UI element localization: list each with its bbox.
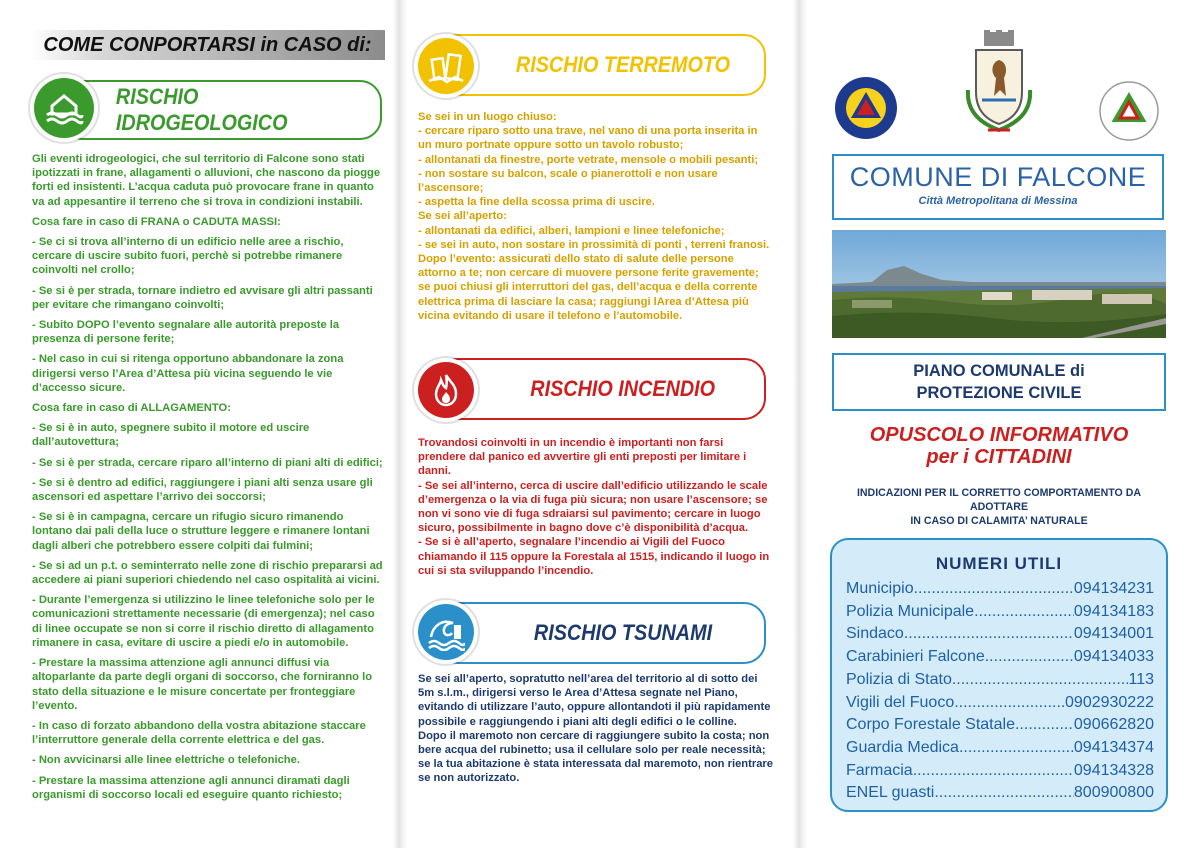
phone-number[interactable]: 094134001 <box>1073 625 1154 643</box>
numbers-list <box>832 578 1166 805</box>
number-label: Municipio <box>846 580 914 597</box>
earthquake-line: - aspetta la fine della scossa prima di uscire. <box>418 196 655 209</box>
tsunami-text <box>418 672 774 786</box>
booklet-line2: per i CITTADINI <box>926 446 1072 468</box>
phone-number[interactable]: 800900800 <box>1073 784 1154 802</box>
booklet-line1: OPUSCOLO INFORMATIVO <box>869 424 1129 446</box>
dot-leader <box>914 578 1074 601</box>
title-tsunami: RISCHIO TSUNAMI <box>533 620 713 645</box>
dot-leader <box>913 760 1074 783</box>
title-box-hydro <box>60 80 382 140</box>
title-box-tsunami <box>436 602 766 664</box>
booklet-title <box>832 424 1166 468</box>
hydro-paragraph: - Se si è in auto, spegnere subito il motore ed uscire dall’autovettura; <box>32 422 310 449</box>
earthquake-line: - cercare riparo sotto una trave, nel vano di una porta inserita in un muro portnate oppure sotto un tavolo robusto; <box>418 125 758 152</box>
phone-number[interactable]: 090662820 <box>1073 716 1154 734</box>
town-crest-logo <box>962 30 1036 145</box>
hydro-paragraph: - Se si è in campagna, cercare un rifugio sicuro rimanendo lontano dai pali della luce o strutture leggere e rimanere lontani dagli alberi che potrebbero essere colpiti dai fulmini; <box>32 511 370 552</box>
national-protection-logo <box>1098 80 1160 147</box>
plan-line1: PIANO COMUNALE di <box>913 362 1085 380</box>
hydro-paragraph: Cosa fare in caso di ALLAGAMENTO: <box>32 402 231 415</box>
hydro-paragraph: - Prestare la massima attenzione agli annunci diffusi via altoparlante da parte degli organi di soccorso, che forniranno lo stato della situazione e le misure concertate per fronteggiare l’evento. <box>32 657 373 712</box>
title-hydro: RISCHIO IDROGEOLOGICO <box>115 84 288 135</box>
dot-leader <box>1015 714 1074 737</box>
number-label: Polizia di Stato <box>846 670 952 688</box>
banner <box>30 30 385 60</box>
fire-line: - Se sei all’interno, cerca di uscire dall’edificio utilizzando le scale d’emergenza o la via di fuga più sicura; non usare l’ascensore; se non vi sono vie di fuga sdraiarsi sul pavimento; cercare in luogo sicuro, possibilmente in bagno dove c’è disponibilità d’acqua. <box>418 479 768 535</box>
hydro-paragraph: - Se si è per strada, cercare riparo all’interno di piani alti di edifici; <box>32 456 383 469</box>
hydro-paragraph: Cosa fare in caso di FRANA o CADUTA MASSI: <box>32 215 281 228</box>
fire-line: Trovandosi coinvolti in un incendio è importanti non farsi prendere dal panico ed avvertire gli enti preposti per limitare i danni. <box>418 437 747 478</box>
number-row <box>832 760 1166 783</box>
hydro-paragraph: - Subito DOPO l’evento segnalare alle autorità preposte la presenza di persone ferite; <box>32 319 340 346</box>
title-earthquake: RISCHIO TERREMOTO <box>515 52 731 77</box>
number-row <box>832 601 1166 624</box>
phone-number[interactable]: 094134033 <box>1073 648 1154 666</box>
civil-protection-logo <box>834 76 898 145</box>
house-flood-icon <box>34 78 94 138</box>
earthquake-buildings-icon <box>418 38 474 94</box>
booklet-sub1: INDICAZIONI PER IL CORRETTO COMPORTAMENTO DA ADOTTARE <box>856 487 1142 513</box>
hydro-paragraph: - Prestare la massima attenzione agli annunci diramati dagli organismi di soccorso locali ed eseguire quanto richiesto; <box>32 774 350 801</box>
hydro-paragraph: - Non avvicinarsi alle linee elettriche o telefoniche. <box>32 754 300 767</box>
earthquake-line: - se sei in auto, non sostare in prossimità di ponti , terreni franosi. <box>418 238 770 251</box>
numbers-title: NUMERI UTILI <box>935 554 1063 573</box>
number-label: ENEL guasti <box>846 784 935 802</box>
number-label: Sindaco <box>846 625 904 643</box>
hydro-paragraph: - In caso di forzato abbandono della vostra abitazione staccare l’interruttore generale della corrente elettrica e del gas. <box>32 719 366 747</box>
phone-number[interactable]: 094134231 <box>1073 580 1154 597</box>
number-label: Corpo Forestale Statale <box>846 716 1015 734</box>
dot-leader <box>904 623 1074 646</box>
hydro-paragraph: - Se si è dentro ad edifici, raggiungere i piani alti senza usare gli ascensori ed aspettare l’arrivo dei soccorsi; <box>32 476 373 504</box>
town-subtitle: Città Metropolitana di Messina <box>918 195 1078 207</box>
phone-number[interactable]: 113 <box>1128 670 1154 688</box>
phone-number[interactable]: 0902930222 <box>1065 693 1154 711</box>
earthquake-line: Se sei all’aperto: <box>418 210 507 223</box>
phone-number[interactable]: 094134183 <box>1073 602 1154 620</box>
hydro-paragraph: - Durante l’emergenza si utilizzino le linee telefoniche solo per le comunicazioni strettamente necessarie (di emergenza); nel caso di linee occupate se non si corre il rischio diretto di allagamento rimanere in casa, evitare di uscire a piedi e/o in automobile. <box>32 594 375 649</box>
earthquake-line: - non sostare su balcon, scale o pianerottoli e non usare l’ascensore; <box>418 167 718 195</box>
number-row <box>832 782 1166 805</box>
number-label: Carabinieri Falcone <box>846 648 985 666</box>
town-panorama-photo <box>832 230 1166 338</box>
panel-risks <box>400 0 800 848</box>
dot-leader <box>985 646 1074 669</box>
number-row <box>832 737 1166 760</box>
hydro-text <box>32 152 386 808</box>
booklet-sub2: IN CASO DI CALAMITA’ NATURALE <box>910 515 1088 527</box>
number-label: Farmacia <box>846 761 913 779</box>
number-row <box>832 669 1166 692</box>
title-box-fire <box>436 358 766 420</box>
earthquake-line: - allontanati da finestre, porte vetrate, mensole o mobili pesanti; <box>418 153 759 166</box>
fire-icon <box>418 362 474 418</box>
dot-leader <box>952 669 1129 692</box>
dot-leader <box>954 692 1065 715</box>
earthquake-line: Dopo l’evento: assicurati dello stato di salute delle persone attorno a te; non cercare di muovere persone ferite gravemente; se puoi chiusi gli interruttori del gas, dell’acqua e della corrente elettrica prima di lasciare la casa; raggiungi lArea d’Attesa più vicina evitando di usare il telefono e l’automobile. <box>418 253 759 322</box>
fire-text <box>418 436 774 578</box>
number-label: Guardia Medica <box>846 738 959 756</box>
hydro-paragraph: - Nel caso in cui si ritenga opportuno abbandonare la zona dirigersi verso l’Area d’Attesa più vicina seguendo le vie d’accesso sicure. <box>32 353 344 394</box>
dot-leader <box>974 601 1074 624</box>
dot-leader <box>959 737 1074 760</box>
hydro-paragraph: - Se si ad un p.t. o seminterrato nelle zone di rischio prepararsi ad accedere ai piani superiori chiedendo nel caso ospitalità ai vicini. <box>32 559 383 587</box>
useful-numbers-box <box>830 538 1168 812</box>
number-row <box>832 646 1166 669</box>
hydro-paragraph: - Se ci si trova all’interno di un edificio nelle aree a rischio, cercare di uscire subito fuori, perchè si potrebbe rimanere coinvolti nel crollo; <box>32 236 344 277</box>
hydro-paragraph: Gli eventi idrogeologici, che sul territorio di Falcone sono stati ipotizzati in frane, allagamenti o alluvioni, che nascono da piogge forti ed insistenti. L’acqua caduta può provocare frane in quanto va ad appesantire il terreno che si trova in condizioni instabili. <box>32 153 381 208</box>
town-name: COMUNE DI FALCONE <box>849 162 1147 192</box>
number-row <box>832 578 1166 601</box>
number-row <box>832 692 1166 715</box>
phone-number[interactable]: 094134374 <box>1073 738 1154 756</box>
tsunami-line: Dopo il maremoto non cercare di raggiungere subito la costa; non bere acqua del rubinetto; usa il cellulare solo per reale necessità; se la tua abitazione è stata interessata dal maremoto, non rientrare se non autorizzato. <box>418 729 774 785</box>
number-row <box>832 623 1166 646</box>
phone-number[interactable]: 094134328 <box>1073 761 1154 779</box>
number-label: Vigili del Fuoco <box>846 693 955 711</box>
plan-box <box>832 353 1166 411</box>
hydro-paragraph: - Se si è per strada, tornare indietro ed avvisare gli altri passanti per evitare che rimangano coinvolti; <box>32 284 373 311</box>
panel-hydrogeological <box>0 0 400 848</box>
earthquake-text <box>418 110 774 323</box>
plan-line2: PROTEZIONE CIVILE <box>916 384 1082 402</box>
tsunami-wave-icon <box>418 604 474 660</box>
banner-text: COME CONPORTARSI in CASO di: <box>43 33 372 56</box>
earthquake-line: Se sei in un luogo chiuso: <box>418 111 557 123</box>
number-label: Polizia Municipale <box>846 602 975 620</box>
earthquake-line: - allontanati da edifici, alberi, lampioni e linee telefoniche; <box>418 224 725 237</box>
town-box <box>832 154 1164 220</box>
number-row <box>832 714 1166 737</box>
booklet-subtitle <box>832 486 1166 528</box>
title-fire: RISCHIO INCENDIO <box>530 376 716 401</box>
title-box-earthquake <box>436 34 766 96</box>
tsunami-line: Se sei all’aperto, sopratutto nell’area del territorio al di sotto dei 5m s.l.m., dirigersi verso le Area d’Attesa segnate nel Piano, evitando di utilizzare l’auto, oppure allontandoti il più rapidamente possibile e raggiungendo i piani alti degli edifici o le colline. <box>418 673 771 728</box>
fire-line: - Se si è all’aperto, segnalare l’incendio ai Vigili del Fuoco chiamando il 115 oppure la Forestala al 1515, indicando il luogo in cui si sta sviluppando l’incendio. <box>418 536 770 577</box>
dot-leader <box>934 782 1074 805</box>
